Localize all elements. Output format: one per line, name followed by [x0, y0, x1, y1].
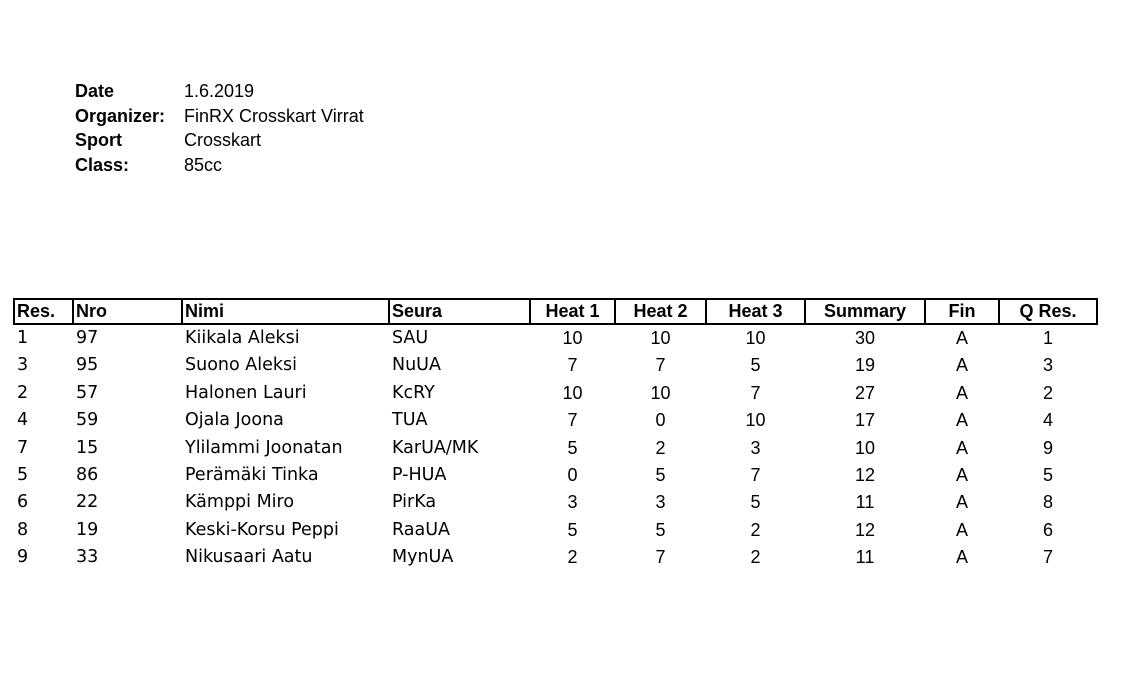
- class-value: 85cc: [184, 154, 223, 175]
- cell-heat-1: 5: [567, 437, 578, 458]
- cell-summary: 27: [854, 382, 876, 403]
- cell-heat-3: 2: [750, 547, 761, 568]
- cell-nro: 59: [76, 410, 99, 431]
- table-row: [14, 462, 1097, 489]
- cell-res: 9: [17, 547, 29, 568]
- table-row: [14, 380, 1097, 407]
- table-row: [14, 517, 1097, 544]
- cell-heat-1: 10: [562, 328, 583, 348]
- table-row: [14, 407, 1097, 434]
- cell-fin: A: [955, 437, 968, 458]
- cell-res: 8: [17, 519, 29, 540]
- cell-seura: KarUA/MK: [392, 437, 479, 458]
- cell-nimi: Nikusaari Aatu: [185, 547, 313, 568]
- cell-summary: 11: [855, 492, 875, 513]
- header-row: [14, 299, 1097, 324]
- cell-summary: 12: [854, 519, 876, 540]
- organizer-label: Organizer:: [75, 105, 166, 126]
- cell-nro: 57: [76, 382, 99, 403]
- cell-res: 5: [17, 465, 29, 486]
- cell-heat-2: 10: [650, 382, 671, 403]
- cell-heat-3: 3: [750, 437, 761, 458]
- cell-heat-1: 7: [567, 410, 578, 431]
- sport-label: Sport: [75, 130, 122, 150]
- cell-summary: 11: [855, 547, 875, 568]
- cell-seura: TUA: [392, 410, 428, 431]
- header-heat-3: Heat 3: [706, 299, 805, 324]
- cell-summary: 12: [854, 465, 876, 486]
- header-q-res: Q Res.: [999, 299, 1097, 324]
- cell-nimi: Kiikala Aleksi: [185, 328, 300, 348]
- cell-q-res: 5: [1042, 465, 1053, 486]
- cell-heat-1: 5: [567, 519, 578, 540]
- cell-seura: P-HUA: [392, 465, 447, 486]
- cell-nimi: Suono Aleksi: [185, 355, 297, 376]
- cell-summary: 17: [854, 410, 876, 431]
- cell-nimi: Perämäki Tinka: [185, 465, 319, 486]
- cell-fin: A: [955, 355, 968, 376]
- class-label: Class:: [75, 154, 130, 175]
- cell-nro: 19: [76, 519, 99, 540]
- cell-nimi: Halonen Lauri: [185, 382, 307, 403]
- cell-summary: 30: [854, 328, 876, 348]
- cell-nimi: Ylilammi Joonatan: [185, 437, 343, 458]
- cell-res: 2: [17, 382, 29, 403]
- cell-q-res: 9: [1042, 437, 1053, 458]
- cell-heat-3: 5: [750, 355, 761, 376]
- cell-heat-1: 2: [567, 547, 578, 568]
- table-row: [14, 352, 1097, 379]
- table-row: [14, 489, 1097, 516]
- cell-heat-1: 3: [567, 492, 578, 513]
- cell-heat-2: 5: [655, 465, 666, 486]
- date-value: 1.6.2019: [184, 81, 255, 101]
- header-fin: Fin: [925, 299, 999, 324]
- cell-heat-3: 10: [745, 410, 766, 431]
- event-info: [75, 79, 364, 177]
- cell-res: 7: [17, 437, 29, 458]
- cell-nimi: Kämppi Miro: [185, 492, 295, 513]
- results-table: [13, 298, 1098, 572]
- date-label: Date: [75, 81, 115, 101]
- header-res: Res.: [14, 299, 73, 324]
- header-summary: Summary: [805, 299, 925, 324]
- cell-nro: 15: [76, 437, 99, 458]
- cell-summary: 19: [854, 355, 876, 376]
- cell-heat-3: 10: [745, 328, 766, 348]
- class-row: [75, 153, 364, 178]
- cell-seura: SAU: [392, 328, 429, 348]
- cell-fin: A: [955, 410, 968, 431]
- cell-heat-1: 0: [567, 465, 578, 486]
- cell-nimi: Keski-Korsu Peppi: [185, 519, 339, 540]
- cell-heat-2: 7: [655, 547, 666, 568]
- cell-seura: RaaUA: [392, 519, 451, 540]
- cell-res: 6: [17, 492, 29, 513]
- cell-heat-2: 10: [650, 328, 671, 348]
- header-nro: Nro: [73, 299, 182, 324]
- header-heat-2: Heat 2: [615, 299, 706, 324]
- cell-seura: NuUA: [392, 355, 441, 376]
- sport-value: Crosskart: [184, 130, 262, 150]
- cell-fin: A: [955, 328, 968, 348]
- cell-heat-2: 0: [655, 410, 666, 431]
- cell-q-res: 2: [1042, 382, 1053, 403]
- cell-res: 4: [17, 410, 29, 431]
- cell-heat-3: 5: [750, 492, 761, 513]
- cell-summary: 10: [854, 437, 876, 458]
- cell-q-res: 4: [1042, 410, 1053, 431]
- table-row: [14, 544, 1097, 571]
- cell-nro: 97: [76, 328, 99, 348]
- cell-heat-3: 2: [750, 519, 761, 540]
- cell-fin: A: [955, 492, 968, 513]
- cell-nimi: Ojala Joona: [185, 410, 284, 431]
- header-heat-1: Heat 1: [530, 299, 615, 324]
- cell-nro: 22: [76, 492, 99, 513]
- cell-q-res: 3: [1042, 355, 1053, 376]
- cell-q-res: 6: [1042, 519, 1053, 540]
- date-row: [75, 79, 364, 104]
- cell-q-res: 1: [1042, 328, 1053, 348]
- cell-q-res: 8: [1042, 492, 1053, 513]
- cell-heat-1: 7: [567, 355, 578, 376]
- header-nimi: Nimi: [182, 299, 389, 324]
- cell-nro: 95: [76, 355, 99, 376]
- cell-heat-2: 2: [655, 437, 666, 458]
- cell-fin: A: [955, 382, 968, 403]
- cell-seura: PirKa: [392, 492, 437, 513]
- cell-seura: MynUA: [392, 547, 454, 568]
- cell-heat-3: 7: [750, 465, 761, 486]
- cell-fin: A: [955, 519, 968, 540]
- cell-seura: KcRY: [392, 382, 435, 403]
- organizer-value: FinRX Crosskart Virrat: [184, 105, 364, 126]
- cell-fin: A: [955, 547, 968, 568]
- cell-heat-1: 10: [562, 382, 583, 403]
- cell-heat-2: 5: [655, 519, 666, 540]
- cell-res: 1: [17, 328, 29, 348]
- cell-heat-2: 7: [655, 355, 666, 376]
- organizer-row: [75, 104, 364, 129]
- cell-heat-3: 7: [750, 382, 761, 403]
- table-row: [14, 435, 1097, 462]
- cell-fin: A: [955, 465, 968, 486]
- sport-row: [75, 128, 364, 153]
- cell-heat-2: 3: [655, 492, 666, 513]
- cell-nro: 86: [76, 465, 99, 486]
- header-seura: Seura: [389, 299, 530, 324]
- table-row: [14, 324, 1097, 352]
- cell-q-res: 7: [1042, 547, 1053, 568]
- cell-res: 3: [17, 355, 29, 376]
- cell-nro: 33: [76, 547, 99, 568]
